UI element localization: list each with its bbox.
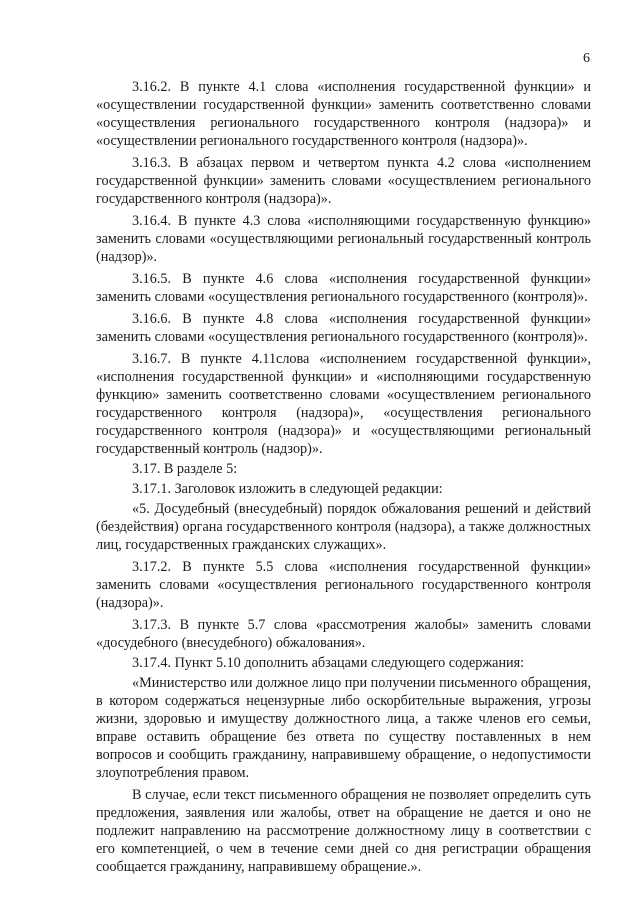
- paragraph-3-16-2: 3.16.2. В пункте 4.1 слова «исполнения государственной функции» и «осуществлении государственной функции» заменить соответственно словами «осуществления регионального государственного контроля (надзора)» и «осуществлении регионального государственного контроля (надзора)».: [96, 79, 591, 149]
- page-number: 6: [583, 51, 590, 66]
- paragraph-3-17-1: 3.17.1. Заголовок изложить в следующей редакции:: [132, 481, 443, 497]
- paragraph-3-17-2: 3.17.2. В пункте 5.5 слова «исполнения государственной функции» заменить словами «осуществления регионального государственного контроля (надзора)».: [96, 559, 591, 611]
- paragraph-quote-1: «Министерство или должное лицо при получении письменного обращения, в котором содержаться нецензурные либо оскорбительные выражения, угрозы жизни, здоровью и имуществу должностного лица, а также членов его семьи, вправе оставить обращение без ответа по существу поставленных в нем вопросов и сообщить гражданину, направившему обращение, о недопустимости злоупотребления правом.: [96, 675, 591, 781]
- paragraph-3-16-4: 3.16.4. В пункте 4.3 слова «исполняющими государственную функцию» заменить словами «осуществляющими региональный государственный контроль (надзор)».: [96, 213, 591, 265]
- paragraph-3-16-3: 3.16.3. В абзацах первом и четвертом пункта 4.2 слова «исполнением государственной функции» заменить словами «осуществлением регионального государственного контроля (надзора)».: [96, 155, 591, 207]
- paragraph-quote-2: В случае, если текст письменного обращения не позволяет определить суть предложения, заявления или жалобы, ответ на обращение не дается и оно не подлежит направлению на рассмотрение должностному лицу в соответствии с его компетенцией, о чем в течение семи дней со дня регистрации обращения сообщается гражданину, направившему обращение.».: [96, 787, 591, 875]
- paragraph-3-17-3: 3.17.3. В пункте 5.7 слова «рассмотрения жалобы» заменить словами «досудебного (внесудебного) обжалования».: [96, 617, 591, 651]
- paragraph-3-17-4: 3.17.4. Пункт 5.10 дополнить абзацами следующего содержания:: [132, 655, 525, 671]
- paragraph-3-17: 3.17. В разделе 5:: [132, 461, 238, 477]
- paragraph-section-5-title: «5. Досудебный (внесудебный) порядок обжалования решений и действий (бездействия) органа государственного контроля (надзора), а также должностных лиц, государственных гражданских служащих».: [96, 501, 591, 553]
- paragraph-3-16-5: 3.16.5. В пункте 4.6 слова «исполнения государственной функции» заменить словами «осуществления регионального государственного (контроля)».: [96, 271, 591, 305]
- document-body: [96, 78, 591, 876]
- paragraph-3-16-7: 3.16.7. В пункте 4.11слова «исполнением государственной функции», «исполнения государственной функции» и «исполняющими государственную функцию» заменить соответственно словами «осуществлением регионального государственного контроля (надзора)», «осуществления регионального государственного контроля (надзора)» и «осуществляющими региональный государственный контроль (надзор)».: [96, 351, 591, 457]
- paragraph-3-16-6: 3.16.6. В пункте 4.8 слова «исполнения государственной функции» заменить словами «осуществления регионального государственного (контроля)».: [96, 311, 591, 345]
